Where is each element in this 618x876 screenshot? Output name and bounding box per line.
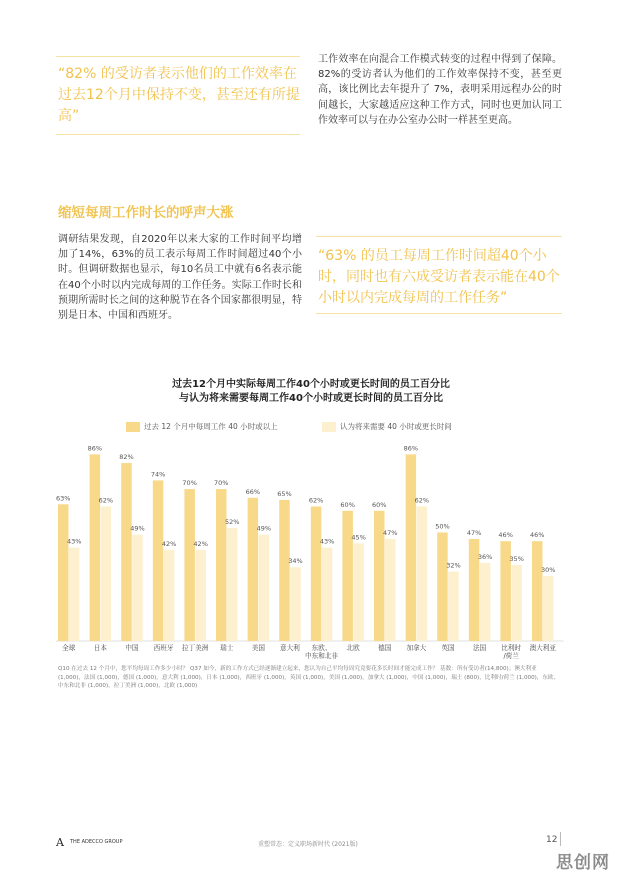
bar-expected-4 [195,550,206,641]
data-label-actual-1: 86% [87,444,103,453]
data-label-expected-12: 32% [446,561,461,570]
bar-expected-13 [480,563,491,641]
data-label-expected-3: 42% [161,539,177,548]
category-label-10: 德国 [378,644,392,652]
bar-expected-8 [322,548,333,641]
bar-expected-6 [259,535,270,641]
page-number: 12 [546,835,558,845]
data-label-actual-5: 70% [214,479,229,488]
data-label-expected-9: 45% [351,533,366,542]
chart-title-line1: 过去12个月中实际每周工作40个小时或更长时间的员工百分比 [172,379,450,390]
category-label-14-line1: /荷兰 [503,652,519,660]
data-label-actual-13: 47% [466,529,482,538]
working-hours-paragraph: 调研结果发现，自2020年以来大家的工作时间平均增加了14%，63%的员工表示每周工作时间超过40个小时。但调研数据也显示，每10名员工中就有6名表示能在40个小时以内完成每周的工作任务。实际工作时长和预期所需时长之间的这种脱节在各个国家都很明显，特别是日本、中国和西班牙。 [58,234,302,322]
category-label-12: 英国 [441,644,455,652]
category-label-2: 中国 [125,644,139,652]
bar-actual-8 [311,506,322,641]
bar-expected-12 [448,572,459,641]
data-label-actual-7: 65% [277,489,292,498]
data-label-expected-10: 47% [383,529,398,538]
data-label-actual-10: 60% [372,500,387,509]
bar-expected-5 [227,528,238,641]
category-label-7: 意大利 [280,644,300,652]
bar-expected-3 [164,550,175,641]
productivity-paragraph: 工作效率在向混合工作模式转变的过程中得到了保障。82%的受访者认为他们的工作效率保持不变，甚至更高，该比例比去年提升了 7%，表明采用远程办公的时间越长，大家越适应这种工作方式，同时也更加认同工作效率可以与在办公室办公时一样甚至更高。 [318,54,562,126]
category-label-8-line1: 中东和北非 [305,652,339,660]
bar-actual-6 [248,498,259,641]
category-label-9: 北欧 [346,644,360,652]
bar-actual-15 [532,541,543,641]
category-label-4: 拉丁美洲 [181,644,209,652]
data-label-expected-2: 49% [130,524,145,533]
data-label-actual-8: 62% [308,496,324,505]
bar-expected-7 [290,567,301,641]
category-label-8-line0: 东欧、 [311,644,332,652]
data-label-actual-6: 66% [245,487,261,496]
watermark-logo: 思创网 [556,853,610,873]
category-label-15: 澳大利亚 [529,644,556,652]
data-label-expected-7: 34% [288,557,303,566]
bar-actual-4 [184,489,195,641]
data-label-actual-14: 46% [498,531,513,540]
bar-expected-1 [101,506,112,641]
data-label-actual-3: 74% [150,470,166,479]
chart-footnote: Q10 在过去 12 个月中，您平均每周工作多少小时？ Q37 如今，新的工作方式已经逐渐建立起来，您认为自己平均每周究竟要花多长时间才能完成工作？ 基数：所有受访者(14,800)；澳大利亚 (1,000)，法国 (1,000)，德国 (1,000)，意大利 (1,000)，日本 (1,000)，西班牙 (1,000)，英国 (1,000)，美国 (1,000)，加拿大 (1,000)，中国 (1,000)，瑞士 (800)，比利时/荷兰 (1,000)，东欧、中东和北非 (1,000)，拉丁美洲 (1,000)，北欧 (1,000) [58,666,560,690]
bar-expected-2 [132,535,143,641]
data-label-expected-1: 62% [98,496,114,505]
data-label-actual-15: 46% [530,531,545,540]
page-number-divider [560,832,561,846]
category-label-0: 全球 [62,644,76,652]
adecco-logo-mark: A [56,836,64,849]
data-label-expected-0: 43% [67,537,82,546]
category-label-14-line0: 比利时 [501,644,522,652]
bar-expected-11 [417,506,428,641]
data-label-expected-15: 30% [541,565,556,574]
data-label-expected-11: 62% [414,496,430,505]
bar-actual-12 [437,533,448,642]
data-label-actual-2: 82% [119,453,134,462]
data-label-actual-12: 50% [435,522,450,531]
data-label-expected-13: 36% [477,552,493,561]
data-label-actual-0: 63% [56,494,71,503]
category-label-1: 日本 [93,644,107,652]
data-label-expected-14: 35% [509,555,524,564]
data-label-actual-11: 86% [403,444,419,453]
bar-actual-9 [342,511,353,641]
legend-label-expected: 认为将来需要 40 小时或更长时间 [340,422,452,431]
data-label-expected-5: 52% [225,518,240,527]
bar-expected-9 [353,543,364,641]
bar-expected-15 [543,576,554,641]
category-label-13: 法国 [472,644,487,652]
category-label-6: 美国 [251,644,265,652]
bar-actual-1 [90,454,101,641]
bar-actual-5 [216,489,227,641]
bar-actual-7 [279,500,290,641]
section-heading: 缩短每周工作时长的呼声大涨 [58,205,234,221]
pull-quote-productivity: “82% 的受访者表示他们的工作效率在过去12个月中保持不变，甚至还有所提高” [58,66,300,124]
bar-expected-10 [385,539,396,641]
legend-label-actual: 过去 12 个月中每周工作 40 小时或以上 [144,422,278,431]
bar-expected-0 [69,548,80,641]
bar-actual-11 [406,454,417,641]
bar-expected-14 [511,565,522,641]
footer-document-title: 重塑常态：定义职场新时代 (2021版) [258,841,358,848]
data-label-expected-6: 49% [256,524,272,533]
data-label-expected-8: 43% [319,537,335,546]
bar-actual-0 [58,504,69,641]
category-label-3: 西班牙 [153,644,174,652]
data-label-actual-9: 60% [340,500,355,509]
data-label-actual-4: 70% [182,479,197,488]
category-label-5: 瑞士 [220,644,234,652]
data-label-expected-4: 42% [193,539,208,548]
bar-actual-2 [121,463,132,641]
chart-title-line2: 与认为将来需要每周工作40个小时或更长时间的员工百分比 [179,393,443,404]
adecco-logo-text: THE ADECCO GROUP [70,839,123,845]
category-label-11: 加拿大 [406,644,427,652]
bar-actual-3 [153,480,164,641]
pull-quote-hours: “63% 的员工每周工作时间超40个小时，同时也有六成受访者表示能在40个小时以内完成每周的工作任务” [318,248,560,306]
